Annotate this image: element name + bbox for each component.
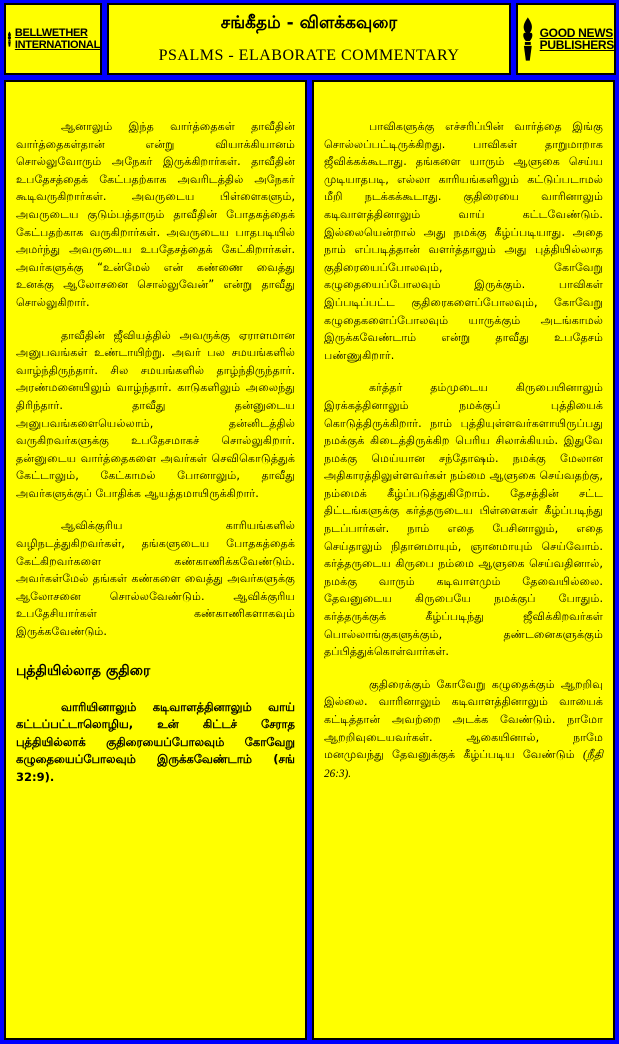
title-tamil: சங்கீதம் - விளக்கவுரை bbox=[220, 13, 398, 33]
section-heading: புத்தியில்லாத குதிரை bbox=[16, 662, 151, 679]
logo-right-line2: PUBLISHERS bbox=[539, 38, 614, 52]
bible-verse: வாரியினாலும் கடிவாளத்தினாலும் வாய் கட்டப்பட்டாலொழிய, உன் கிட்டச் சேராத புத்தியில்லாக் குதிரையைப்போலவும் கோவேறு கழுதையைப்போலவும் இருக்கவேண்டாம் (சங் 32:9). bbox=[16, 699, 295, 784]
header-right-logo-box bbox=[516, 3, 616, 75]
bellwether-logo bbox=[6, 5, 100, 73]
right-column bbox=[312, 80, 615, 1040]
right-paragraph-3-text: குதிரைக்கும் கோவேறு கழுதைக்கும் ஆறறிவு இல்லை. வாரினாலும் கடிவாளத்தினாலும் வாயைக் கட்டித்தான் அவற்றை அடக்க வேண்டும். நாமோ ஆறறிவுடையவர்கள். ஆகையினால், நாமே மனமுவந்து தேவனுக்குக் கீழ்ப்படிய வேண்டும் bbox=[324, 677, 603, 762]
logo-left-line1: BELLWETHER bbox=[14, 27, 88, 39]
left-paragraph-3: ஆவிக்குரிய காரியங்களில் வழிநடத்துகிறவர்கள், தங்களுடைய போதகத்தைக் கேட்கிறவர்களை கண்காணிக்கவேண்டும். அவர்கள்மேல் தங்கள் கண்களை வைத்து அவர்களுக்கு ஆலோசனை சொல்லவேண்டும். ஆவிக்குரிய உபதேசியார்கள் கண்காணிகளாகவும் இருக்கவேண்டும். bbox=[16, 519, 295, 639]
logo-right-line1: GOOD NEWS bbox=[539, 26, 613, 40]
good-news-logo bbox=[518, 5, 614, 73]
header-left-logo-box bbox=[4, 3, 102, 75]
flame-torch-icon bbox=[6, 15, 13, 63]
flame-torch-icon bbox=[518, 15, 538, 63]
scripture-citation: (நீதி 26:3). bbox=[324, 749, 603, 780]
logo-left-line2: INTERNATIONAL bbox=[14, 39, 100, 51]
right-paragraph-2: கர்த்தர் தம்முடைய கிருபையினாலும் இரக்கத்தினாலும் நமக்குப் புத்தியைக் கொடுத்திருக்கிறார். நாம் புத்தியுள்ளவர்களாயிருப்பது நமக்குக் கிடைத்திருக்கிற பெரிய சிலாக்கியம். இதுவே நமக்கு மெய்யான சந்தோஷம். நமக்கு மேலான அதிகாரத்திலுள்ளவர்கள் நம்மை ஆளுகை செய்வதற்கு, நம்மைக் கீழ்ப்படுத்துகிறோம். தேசத்தின் சட்ட திட்டங்களுக்கு கர்த்தருடைய பிள்ளைகள் கீழ்ப்படிந்து நடப்பார்கள். நாம் எதை பேசினாலும், எதை செய்தாலும் நிதானமாயும், ஞானமாயும் செய்வோம். கர்த்தருடைய கிருபை நம்மை ஆளுகை செய்வதினால், நமக்கு வாரும் கடிவாளமும் தேவையில்லை. தேவனுடைய கிருபையே நமக்குப் போதும். கர்த்தருக்குக் கீழ்ப்படிந்து ஜீவிக்கிறவர்கள் பொல்லாங்குகளுக்கும், தண்டனைகளுக்கும் தப்பித்துக்கொள்வார்கள். bbox=[324, 381, 603, 659]
header-title-box bbox=[107, 3, 511, 75]
left-paragraph-2: தாவீதின் ஜீவியத்தில் அவருக்கு ஏராளமான அனுபவங்கள் உண்டாயிற்று. அவர் பல சமயங்களில் வாழ்ந்திருந்தார். சில சமயங்களில் தாழ்ந்திருந்தார். அரண்மனையிலும் வாழ்ந்தார். காடுகளிலும் அலைந்து திரிந்தார். தாவீது தன்னுடைய அனுபவங்களையெல்லாம், தன்னிடத்தில் வருகிறவர்களுக்கு உபதேசமாகச் சொல்லுகிறார். தன்னுடைய வார்த்தைகளை அவர்கள் செவிகொடுத்துக் கேட்டாலும், கேட்காமல் போனாலும், தாவீது அவர்களுக்குப் போதிக்க ஆயத்தமாயிருக்கிறார். bbox=[16, 328, 295, 500]
left-column bbox=[4, 80, 307, 1040]
right-paragraph-1: பாவிகளுக்கு எச்சரிப்பின் வார்த்தை இங்கு சொல்லப்பட்டிருக்கிறது. பாவிகள் தாறுமாறாக ஜீவிக்கக்கூடாது. தங்களை யாரும் ஆளுகை செய்ய முடியாதபடி, எல்லா காரியங்களிலும் கட்டுப்படாமல் மீறி நடக்கக்கூடாது. குதிரையை வாரினாலும் கடிவாளத்தினாலும் வாய் கட்டவேண்டும். இல்லையென்றால் அது நமக்கு கீழ்ப்படியாது. அதை நாம் எப்படித்தான் வளர்த்தாலும் அது புத்தியில்லாத குதிரையைப்போலவும், கோவேறு கழுதையைப்போலவும் இருக்கும். பாவிகள் இப்படிப்பட்ட குதிரைகளைப்போலவும், கோவேறு கழுதைகளைப்போலவும் யாருக்கும் அடங்காமல் இருக்கவேண்டாம் என்று தாவீது உபதேசம் பண்ணுகிறார். bbox=[324, 120, 603, 362]
right-paragraph-3 bbox=[324, 676, 603, 784]
left-paragraph-1: ஆனாலும் இந்த வார்த்தைகள் தாவீதின் வார்த்தைகள்தான் என்று வியாக்கியானம் சொல்லுவோரும் அநேகர் இருக்கிறார்கள். தாவீதின் உபதேசத்தைக் கேட்பதற்காக அவரிடத்தில் அநேகர் கூடிவருகிறார்கள். அவருடைய பிள்ளைகளும், அவருடைய குடும்பத்தாரும் தாவீதின் போதகத்தைக் கேட்பதற்காக வருகிறார்கள். அவருடைய பாதபடியில் அமர்ந்து அவருடைய உபதேசத்தைக் கேட்கிறார்கள். அவர்களுக்கு “உன்மேல் என் கண்ணை வைத்து உனக்கு ஆலோசனை சொல்லுவேன்” என்று தாவீது சொல்லுகிறார். bbox=[16, 120, 295, 309]
title-english: PSALMS - ELABORATE COMMENTARY bbox=[158, 47, 460, 64]
